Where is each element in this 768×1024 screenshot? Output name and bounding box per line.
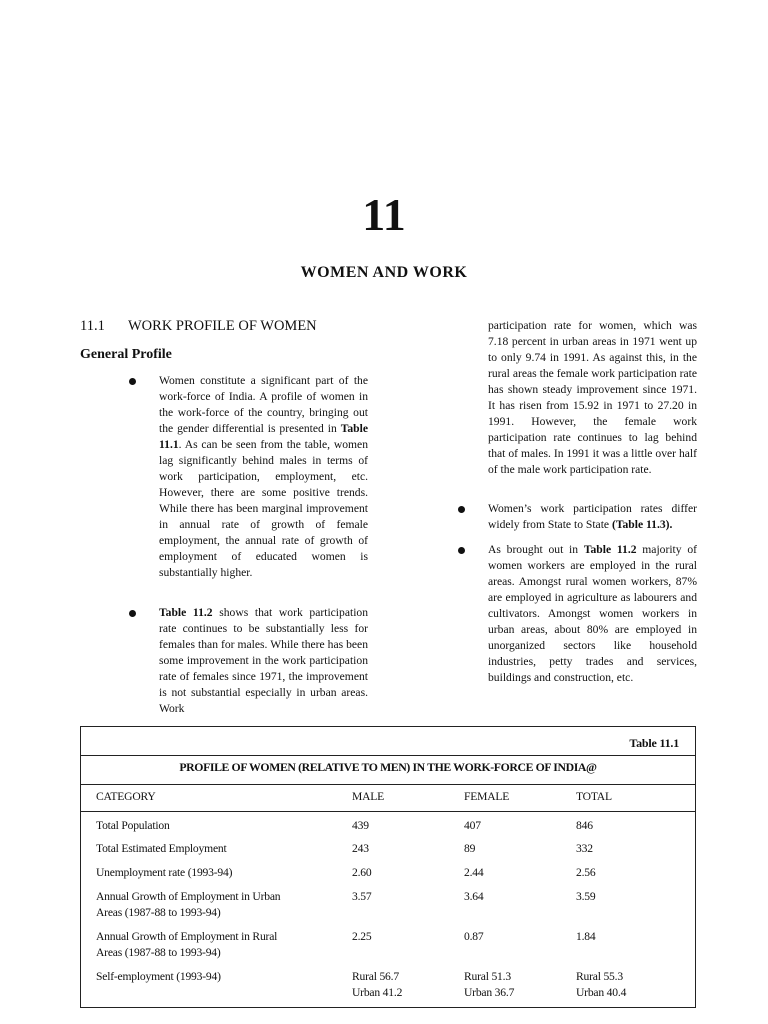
- table-reference: (Table 11.3).: [611, 518, 673, 531]
- table-title: PROFILE OF WOMEN (RELATIVE TO MEN) IN THE WORK-FORCE OF INDIA@: [179, 760, 597, 774]
- paragraph-text: majority of women workers are employed in the rural areas. Amongst rural women workers, 87% are employed in agriculture as labourers and cultivators. Amongst women workers in urban areas, about 80% are employed in unorganized sectors like household industries, petty trades and services, buildings and construction, etc.: [488, 543, 697, 684]
- table-cell-female: 2.44: [464, 866, 484, 879]
- section-title: WORK PROFILE OF WOMEN: [128, 318, 317, 334]
- table-cell-total: 1.84: [576, 930, 596, 943]
- table-divider: [81, 784, 695, 785]
- bullet-icon: [458, 547, 465, 554]
- table-cell-male: Rural 56.7 Urban 41.2: [352, 970, 403, 999]
- table-header-female: FEMALE: [464, 790, 510, 803]
- bullet-icon: [129, 378, 136, 385]
- section-number: 11.1: [80, 318, 105, 334]
- table-cell-category: Annual Growth of Employment in Urban Areas (1987-88 to 1993-94): [96, 890, 281, 919]
- bullet-paragraph-1: [159, 373, 368, 581]
- table-cell-category: Total Estimated Employment: [96, 842, 227, 855]
- chapter-title: WOMEN AND WORK: [300, 264, 468, 281]
- paragraph-text: shows that work participation rate continues to be substantially less for females than for males. While there has been some improvement in the work participation rate of females since 1971, the improvement is not substantial especially in urban areas. Work: [159, 606, 369, 715]
- chapter-number: 11: [362, 189, 406, 240]
- bullet-icon: [129, 610, 136, 617]
- table-cell-female: 407: [464, 819, 481, 832]
- table-cell-total: 846: [576, 819, 593, 832]
- profile-table: [80, 726, 696, 1008]
- table-reference: Table 11.2: [159, 606, 213, 619]
- table-cell-total: Rural 55.3 Urban 40.4: [576, 970, 627, 999]
- table-cell-female: 0.87: [464, 930, 484, 943]
- table-number: Table 11.1: [629, 736, 679, 750]
- table-cell-category: Unemployment rate (1993-94): [96, 866, 233, 879]
- table-cell-total: 332: [576, 842, 593, 855]
- table-cell-female: Rural 51.3 Urban 36.7: [464, 970, 515, 999]
- table-divider: [81, 755, 695, 756]
- bullet-icon: [458, 506, 465, 513]
- paragraph-text: Women’s work participation rates differ widely from State to State: [488, 502, 697, 531]
- table-cell-total: 3.59: [576, 890, 596, 903]
- table-cell-female: 89: [464, 842, 476, 855]
- table-cell-category: Total Population: [96, 819, 170, 832]
- subsection-heading: General Profile: [80, 347, 172, 362]
- continued-paragraph: participation rate for women, which was 7.18 percent in urban areas in 1971 went up to only 9.74 in 1991. As against this, in the rural areas the female work participation rate has shown steady improvement since 1971. It has risen from 15.92 in 1971 to 27.20 in 1991. However, the female work participation rate continues to lag behind that of males. In 1991 it was a little over half of the male work participation rate.: [488, 319, 697, 476]
- table-reference: Table 11.1: [159, 422, 368, 451]
- table-reference: Table 11.2: [583, 543, 637, 556]
- table-header-category: CATEGORY: [96, 790, 156, 803]
- table-cell-male: 243: [352, 842, 369, 855]
- table-divider: [81, 811, 695, 812]
- paragraph-text: . As can be seen from the table, women lag significantly behind males in terms of work participation, employment, etc. However, there are some positive trends. While there has been marginal improvement in annual rate of growth of female employment, the annual rate of growth of employment of educated women is substantially higher.: [159, 438, 368, 579]
- table-cell-male: 2.25: [352, 930, 372, 943]
- table-cell-total: 2.56: [576, 866, 596, 879]
- table-cell-female: 3.64: [464, 890, 484, 903]
- paragraph-text: As brought out in: [488, 543, 584, 556]
- table-header-male: MALE: [352, 790, 385, 803]
- table-cell-category: Self-employment (1993-94): [96, 970, 221, 983]
- table-header-total: TOTAL: [576, 790, 612, 803]
- bullet-paragraph-2: [159, 605, 368, 717]
- table-cell-male: 439: [352, 819, 369, 832]
- paragraph-text: Women constitute a significant part of the work-force of India. A profile of women in the work-force of the country, bringing out the gender differential is presented in: [159, 374, 368, 435]
- bullet-paragraph-3: [488, 501, 697, 533]
- section-heading: [80, 318, 317, 335]
- table-cell-male: 2.60: [352, 866, 372, 879]
- table-cell-male: 3.57: [352, 890, 372, 903]
- table-cell-category: Annual Growth of Employment in Rural Areas (1987-88 to 1993-94): [96, 930, 278, 959]
- bullet-paragraph-4: [488, 542, 697, 686]
